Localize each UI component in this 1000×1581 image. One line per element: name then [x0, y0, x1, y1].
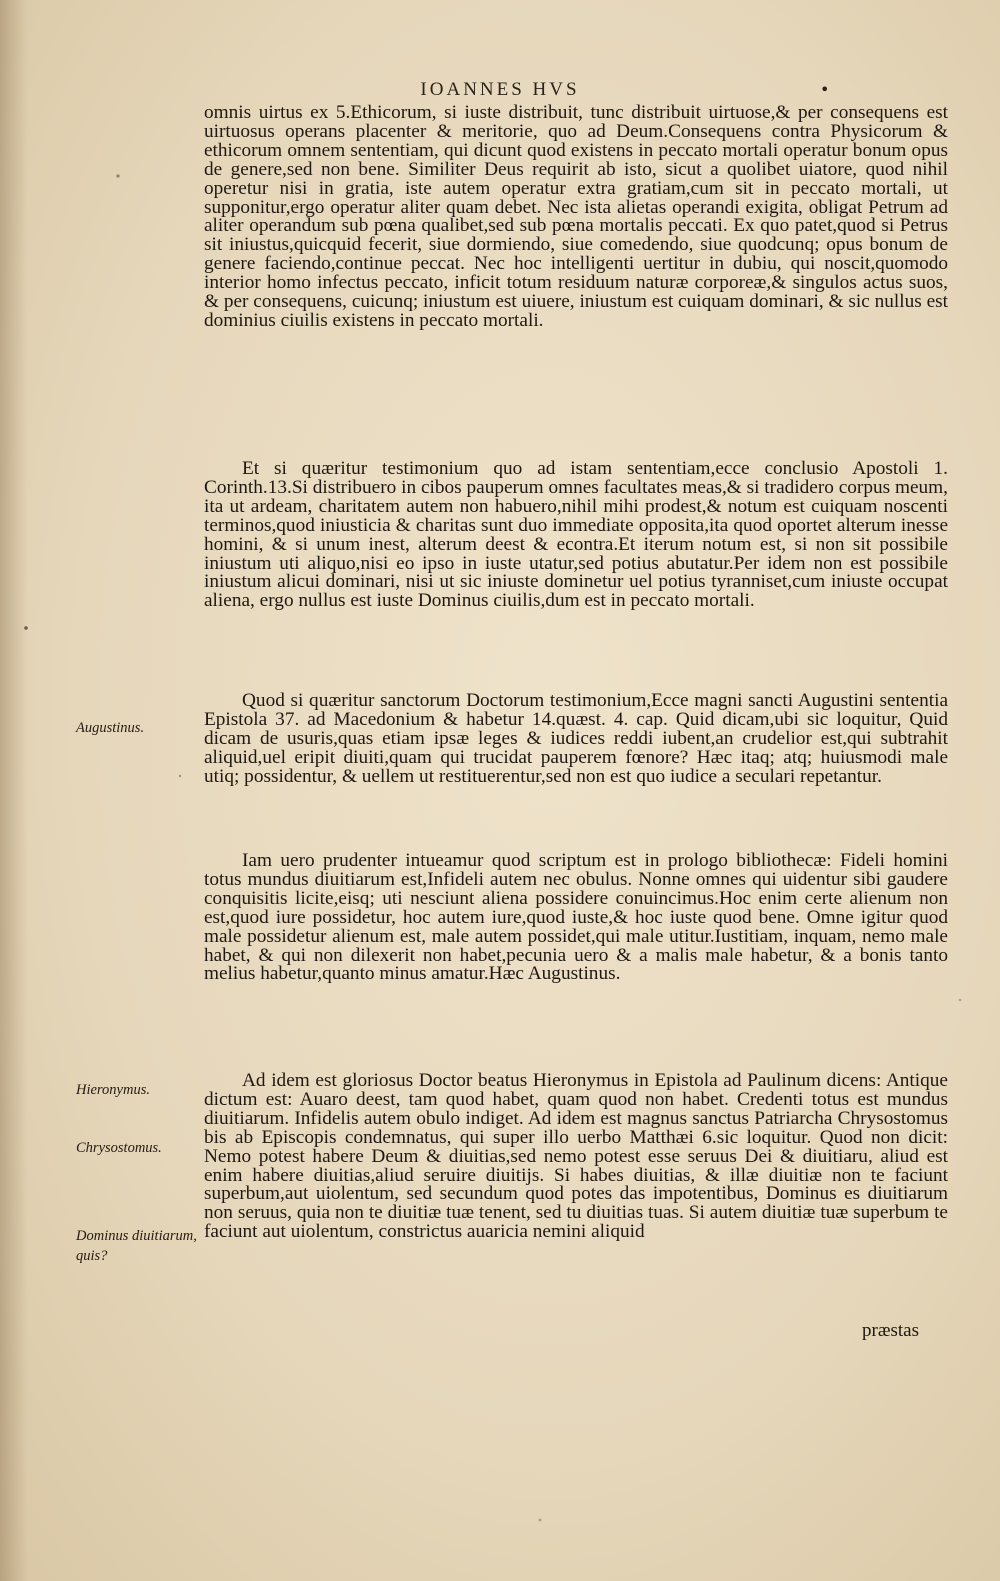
paragraph-1: omnis uirtus ex 5.Ethicorum, si iuste distribuit, tunc distribuit uirtuose,& per consequens est uirtuosus operans placenter & meritorie, quo ad Deum.Consequens contra Physicorum & ethicorum omnem sententiam, qui dicunt quod existens in peccato mortali operatur bonum opus de genere,sed non bene. Similiter Deus requirit ab isto, sicut a quolibet uiatore, quod nihil operetur nisi in gratia, iste autem operatur extra gratiam,cum sit in peccato mortali, ut supponitur,ergo operatur aliter quam debet. Nec ista alietas operandi exigita, obligat Petrum ad aliter operandum sub pœna qualibet,sed sub pœna mortalis peccati. Ex quo patet,quod si Petrus sit iniustus,quicquid fecerit, siue dormiendo, siue comedendo, siue quodcunq; opus bonum de genere faciendo,continue peccat. Nec hoc intelligenti uertitur in dubiu, qui noscit,quomodo interior homo infectus peccato, inficit totum residuum naturæ corporeæ,& singulos actus suos, & per consequens, cuicunq; iniustum est uiuere, iniustum est cuiquam dominari, & sic nullus est dominius ciuilis existens in peccato mortali. — [204, 102, 948, 331]
catchword: præstas — [862, 1320, 919, 1341]
margin-note-augustinus: Augustinus. — [76, 720, 145, 736]
paragraph-2: Et si quæritur testimonium quo ad istam sententiam,ecce conclusio Apostoli 1. Corinth.13.Si distribuero in cibos pauperum omnes facultates meas,& si tradidero corpus meum, ita ut ardeam, charitatem autem non habuero,nihil mihi prodest,& notum est cuiquam noscenti terminos,quod iniusticia & charitas sunt duo immediate opposita,ita quod oportet alterum inesse homini, & si unum inest, alterum deest & econtra.Et iterum notum est, si non sit possibile iniustum uti aliquo,nisi eo ipso in iuste utatur,sed potius abutatur.Per idem non est possibile iniustum alicui dominari, nisi ut sic iniuste dominetur uel potius tyranniset,cum iniuste occupat aliena, ergo nullus est iuste Dominus ciuilis,dum est in peccato mortali. — [204, 458, 948, 612]
paragraph-3: Quod si quæritur sanctorum Doctorum testimonium,Ecce magni sancti Augustini sententia Epistola 37. ad Macedonium & habetur 14.quæst. 4. cap. Quid dicam,ubi sic loquitur, Quid dicam de usuris,quas etiam ipsæ leges & iudices reddi iubent,an crudelior est,qui subtrahit aliquid,uel eripit diuiti,quam qui trucidat pauperem fœnore? Hæc itaq; atq; huiusmodi male utiq; possidentur, & uellem ut restituerentur,sed non est quo iudice a seculari repetantur. — [204, 690, 948, 787]
margin-note-chrysostomus: Chrysostomus. — [76, 1140, 162, 1156]
head-ornament: • — [820, 80, 830, 99]
margin-note-hieronymus: Hieronymus. — [76, 1082, 150, 1098]
margin-note-dominus: Dominus diuitiarum, quis? — [76, 1228, 197, 1264]
paragraph-4: Iam uero prudenter intueamur quod scriptum est in prologo bibliothecæ: Fideli homini totus mundus diuitiarum est,Infideli autem nec obulus. Nonne omnes qui uidentur sibi gaudere conquisitis licite,eisq; uti nesciunt aliena possidere conuincimus.Hoc enim certe alienum non est,quod iure possidetur, hoc autem iure,quod iuste,& hoc iuste quod bene. Omne igitur quod male possidetur alienum est, male autem possidet,qui male utitur.Iustitiam, inquam, nemo male habet, & qui non dilexerit non habet,pecunia uero & a malis male habetur, & a bonis tanto melius habetur,quanto minus amatur.Hæc Augustinus. — [204, 850, 948, 985]
running-head: IOANNES HVS — [420, 79, 580, 100]
paragraph-5: Ad idem est gloriosus Doctor beatus Hieronymus in Epistola ad Paulinum dicens: Antique dictum est: Auaro deest, tam quod habet, quam quod non habet. Credenti totus est mundus diuitiarum. Infidelis autem obulo indiget. Ad idem est magnus sanctus Patriarcha Chrysostomus bis ab Episcopis condemnatus, qui super illo uerbo Matthæi 6.sic loquitur. Quod non dicit: Nemo potest habere Deum & diuitias,sed nemo potest esse seruus Dei & diuitiaru, aliud est enim habere diuitias,aliud seruire diuitijs. Si habes diuitias, & illæ diuitiæ non te faciunt superbum,aut uiolentum, sed secundum quod potes das impotentibus, Dominus es diuitiarum non seruus, quia non te diuitiæ tuæ tenent, sed tu diuitias tuas. Si autem diuitiæ tuæ superbum te faciunt aut uiolentum, constrictus auaricia nemini aliquid — [204, 1070, 948, 1243]
